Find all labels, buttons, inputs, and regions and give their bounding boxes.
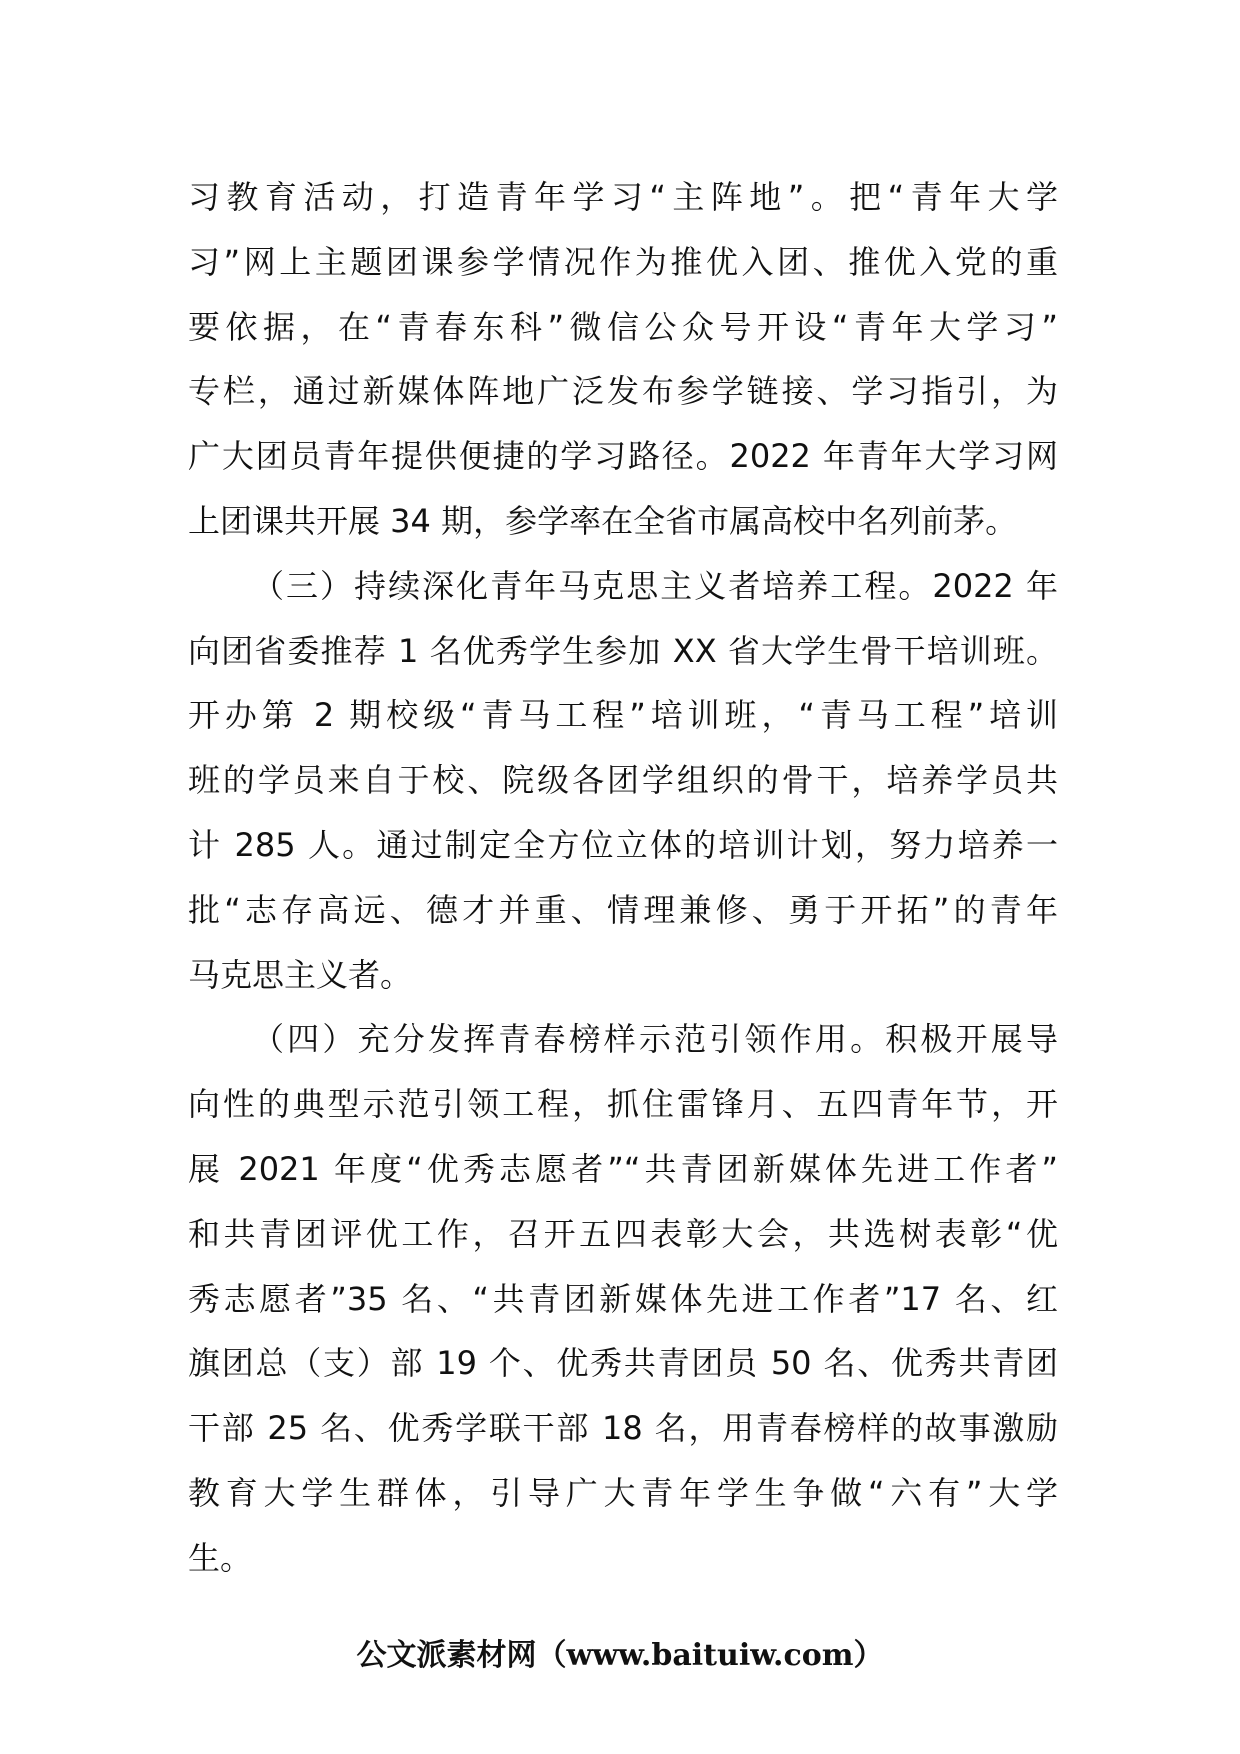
footer-watermark: 公文派素材网（www.baituiw.com） <box>356 1638 884 1673</box>
text-line: 习”网上主题团课参学情况作为推优入团、推优入党的重 <box>188 242 1058 281</box>
text-line: 干部 25 名、优秀学联干部 18 名，用青春榜样的故事激励 <box>188 1409 1058 1448</box>
text-line: 秀志愿者”35 名、“共青团新媒体先进工作者”17 名、红 <box>188 1279 1058 1318</box>
text-line: 要依据，在“青春东科”微信公众号开设“青年大学习” <box>188 307 1058 346</box>
text-line: 开办第 2 期校级“青马工程”培训班，“青马工程”培训 <box>188 696 1058 735</box>
text-line: 向团省委推荐 1 名优秀学生参加 XX 省大学生骨干培训班。 <box>188 631 1058 670</box>
text-line: 习教育活动，打造青年学习“主阵地”。把“青年大学 <box>188 178 1058 216</box>
text-line: 向性的典型示范引领工程，抓住雷锋月、五四青年节，开 <box>188 1085 1058 1124</box>
text-line: 专栏，通过新媒体阵地广泛发布参学链接、学习指引，为 <box>188 372 1058 411</box>
text-line: 教育大学生群体，引导广大青年学生争做“六有”大学 <box>188 1473 1058 1512</box>
text-line: 和共青团评优工作，召开五四表彰大会，共选树表彰“优 <box>188 1214 1058 1253</box>
text-line: 计 285 人。通过制定全方位立体的培训计划，努力培养一 <box>188 825 1058 864</box>
text-line: 广大团员青年提供便捷的学习路径。2022 年青年大学习网 <box>188 437 1058 476</box>
text-line: 马克思主义者。 <box>188 955 413 994</box>
text-line: 批“志存高远、德才并重、情理兼修、勇于开拓”的青年 <box>188 890 1058 929</box>
text-line: 展 2021 年度“优秀志愿者”“共青团新媒体先进工作者” <box>188 1149 1058 1188</box>
section-heading-line: （三）持续深化青年马克思主义者培养工程。2022 年 <box>252 566 1058 605</box>
text-line: 班的学员来自于校、院级各团学组织的骨干，培养学员共 <box>188 761 1058 800</box>
text-line: 上团课共开展 34 期，参学率在全省市属高校中名列前茅。 <box>188 501 1018 540</box>
document-body <box>188 165 1058 1591</box>
section-heading-line: （四）充分发挥青春榜样示范引领作用。积极开展导 <box>252 1020 1058 1059</box>
text-line: 生。 <box>188 1538 253 1577</box>
text-line: 旗团总（支）部 19 个、优秀共青团员 50 名、优秀共青团 <box>188 1344 1058 1383</box>
